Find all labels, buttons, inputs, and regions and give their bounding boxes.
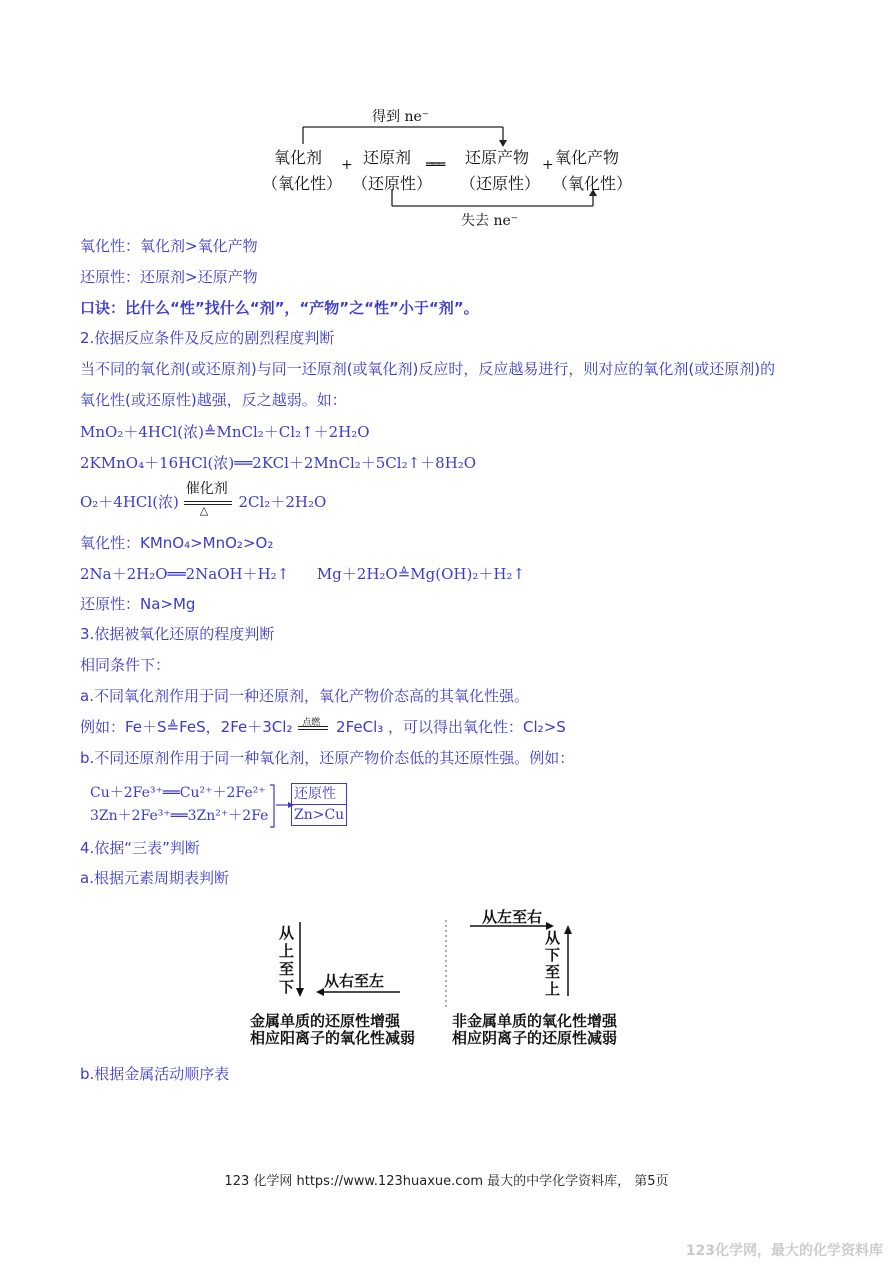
ignite-label: 点燃	[302, 718, 321, 728]
equation-cu: Cu＋2Fe³⁺══Cu²⁺＋2Fe²⁺	[90, 785, 266, 801]
box-value: Zn>Cu	[294, 807, 345, 823]
equals-sign: ═══	[426, 157, 443, 173]
double-line	[298, 726, 328, 730]
right-horizontal-label: 从左至右	[482, 908, 543, 926]
section-3-heading: 3.依据被氧化还原的程度判断	[80, 625, 275, 643]
box-title: 还原性	[292, 784, 346, 805]
rule-b: b.不同还原剂作用于同一种氧化剂，还原产物价态低的其还原性强。例如：	[80, 749, 575, 767]
section-2-heading: 2.依据反应条件及反应的剧烈程度判断	[80, 329, 335, 347]
reducing-order: 还原性：Na>Mg	[80, 595, 196, 613]
example-fe-left: 例如：Fe＋S≜FeS，2Fe＋3Cl₂	[80, 718, 293, 736]
right-vertical-label: 从下至上	[545, 929, 561, 998]
oxidation-product-label: 氧化产物	[555, 148, 620, 167]
watermark: 123化学网，最大的化学资料库	[685, 1243, 883, 1259]
example-fe-right: 2FeCl₃ ，可以得出氧化性：Cl₂>S	[336, 718, 566, 736]
equation-na-mg	[80, 564, 525, 584]
rule-activity-series: b.根据金属活动顺序表	[80, 1065, 230, 1083]
left-caption-1: 金属单质的还原性增强	[250, 1012, 401, 1030]
left-caption-2: 相应阳离子的氧化性减弱	[250, 1029, 416, 1047]
right-caption-2: 相应阴离子的还原性减弱	[452, 1029, 618, 1047]
oxidizing-order: 氧化性：KMnO₄>MnO₂>O₂	[80, 534, 274, 552]
right-caption-1: 非金属单质的氧化性增强	[452, 1012, 618, 1030]
oxidation-product-property: （氧化性）	[552, 174, 633, 193]
reduction-product-label: 还原产物	[465, 148, 530, 167]
oxidant-property: （氧化性）	[262, 174, 343, 193]
reaction-condition	[184, 481, 234, 517]
reduction-product-property: （还原性）	[460, 174, 541, 193]
same-conditions: 相同条件下：	[80, 656, 171, 674]
left-horizontal-label: 从右至左	[324, 972, 385, 990]
equation-kmno4: 2KMnO₄＋16HCl(浓)══2KCl＋2MnCl₂＋5Cl₂↑＋8H₂O	[80, 454, 477, 472]
paragraph-line-1: 当不同的氧化剂(或还原剂)与同一还原剂(或氧化剂)反应时，反应越易进行，则对应的氧化剂(或还原剂)的	[80, 360, 776, 378]
plus-sign-1: +	[341, 157, 353, 173]
reducing-comparison: 还原性：还原剂>还原产物	[80, 268, 258, 286]
reductant-property: （还原性）	[352, 174, 433, 193]
rule-periodic-table: a.根据元素周期表判断	[80, 869, 229, 887]
gain-electrons-label: 得到 ne⁻	[372, 109, 430, 125]
result-box	[291, 783, 347, 826]
catalyst-label: 催化剂	[185, 481, 228, 497]
trend-arrows	[250, 900, 650, 1010]
equation-mg: Mg＋2H₂O≜Mg(OH)₂＋H₂↑	[316, 565, 526, 583]
equation-o2-right: 2Cl₂＋2H₂O	[238, 493, 327, 511]
equation-o2	[80, 481, 327, 517]
page-footer: 123 化学网 https://www.123huaxue.com 最大的中学化学资料库， 第5页	[224, 1174, 669, 1189]
equation-mno2: MnO₂＋4HCl(浓)≜MnCl₂＋Cl₂↑＋2H₂O	[80, 423, 370, 441]
rule-a: a.不同氧化剂作用于同一种还原剂，氧化产物价态高的其氧化性强。	[80, 687, 529, 705]
mnemonic: 口诀：比什么“性”找什么“剂”，“产物”之“性”小于“剂”。	[80, 299, 479, 317]
example-fe	[80, 717, 566, 737]
heat-symbol: △	[199, 504, 209, 517]
reductant-label: 还原剂	[363, 148, 412, 167]
left-vertical-label: 从上至下	[279, 924, 295, 996]
section-4-heading: 4.依据“三表”判断	[80, 839, 200, 857]
oxidant-label: 氧化剂	[274, 148, 323, 167]
oxidizing-comparison: 氧化性：氧化剂>氧化产物	[80, 237, 258, 255]
equation-o2-left: O₂＋4HCl(浓)	[80, 493, 179, 511]
equation-zn: 3Zn＋2Fe³⁺══3Zn²⁺＋2Fe	[90, 808, 269, 824]
plus-sign-2: +	[542, 157, 554, 173]
ignite-condition	[297, 717, 331, 737]
lose-electrons-label: 失去 ne⁻	[461, 213, 519, 229]
equation-na: 2Na＋2H₂O══2NaOH＋H₂↑	[80, 565, 290, 583]
paragraph-line-2: 氧化性(或还原性)越强，反之越弱。如：	[80, 391, 347, 409]
